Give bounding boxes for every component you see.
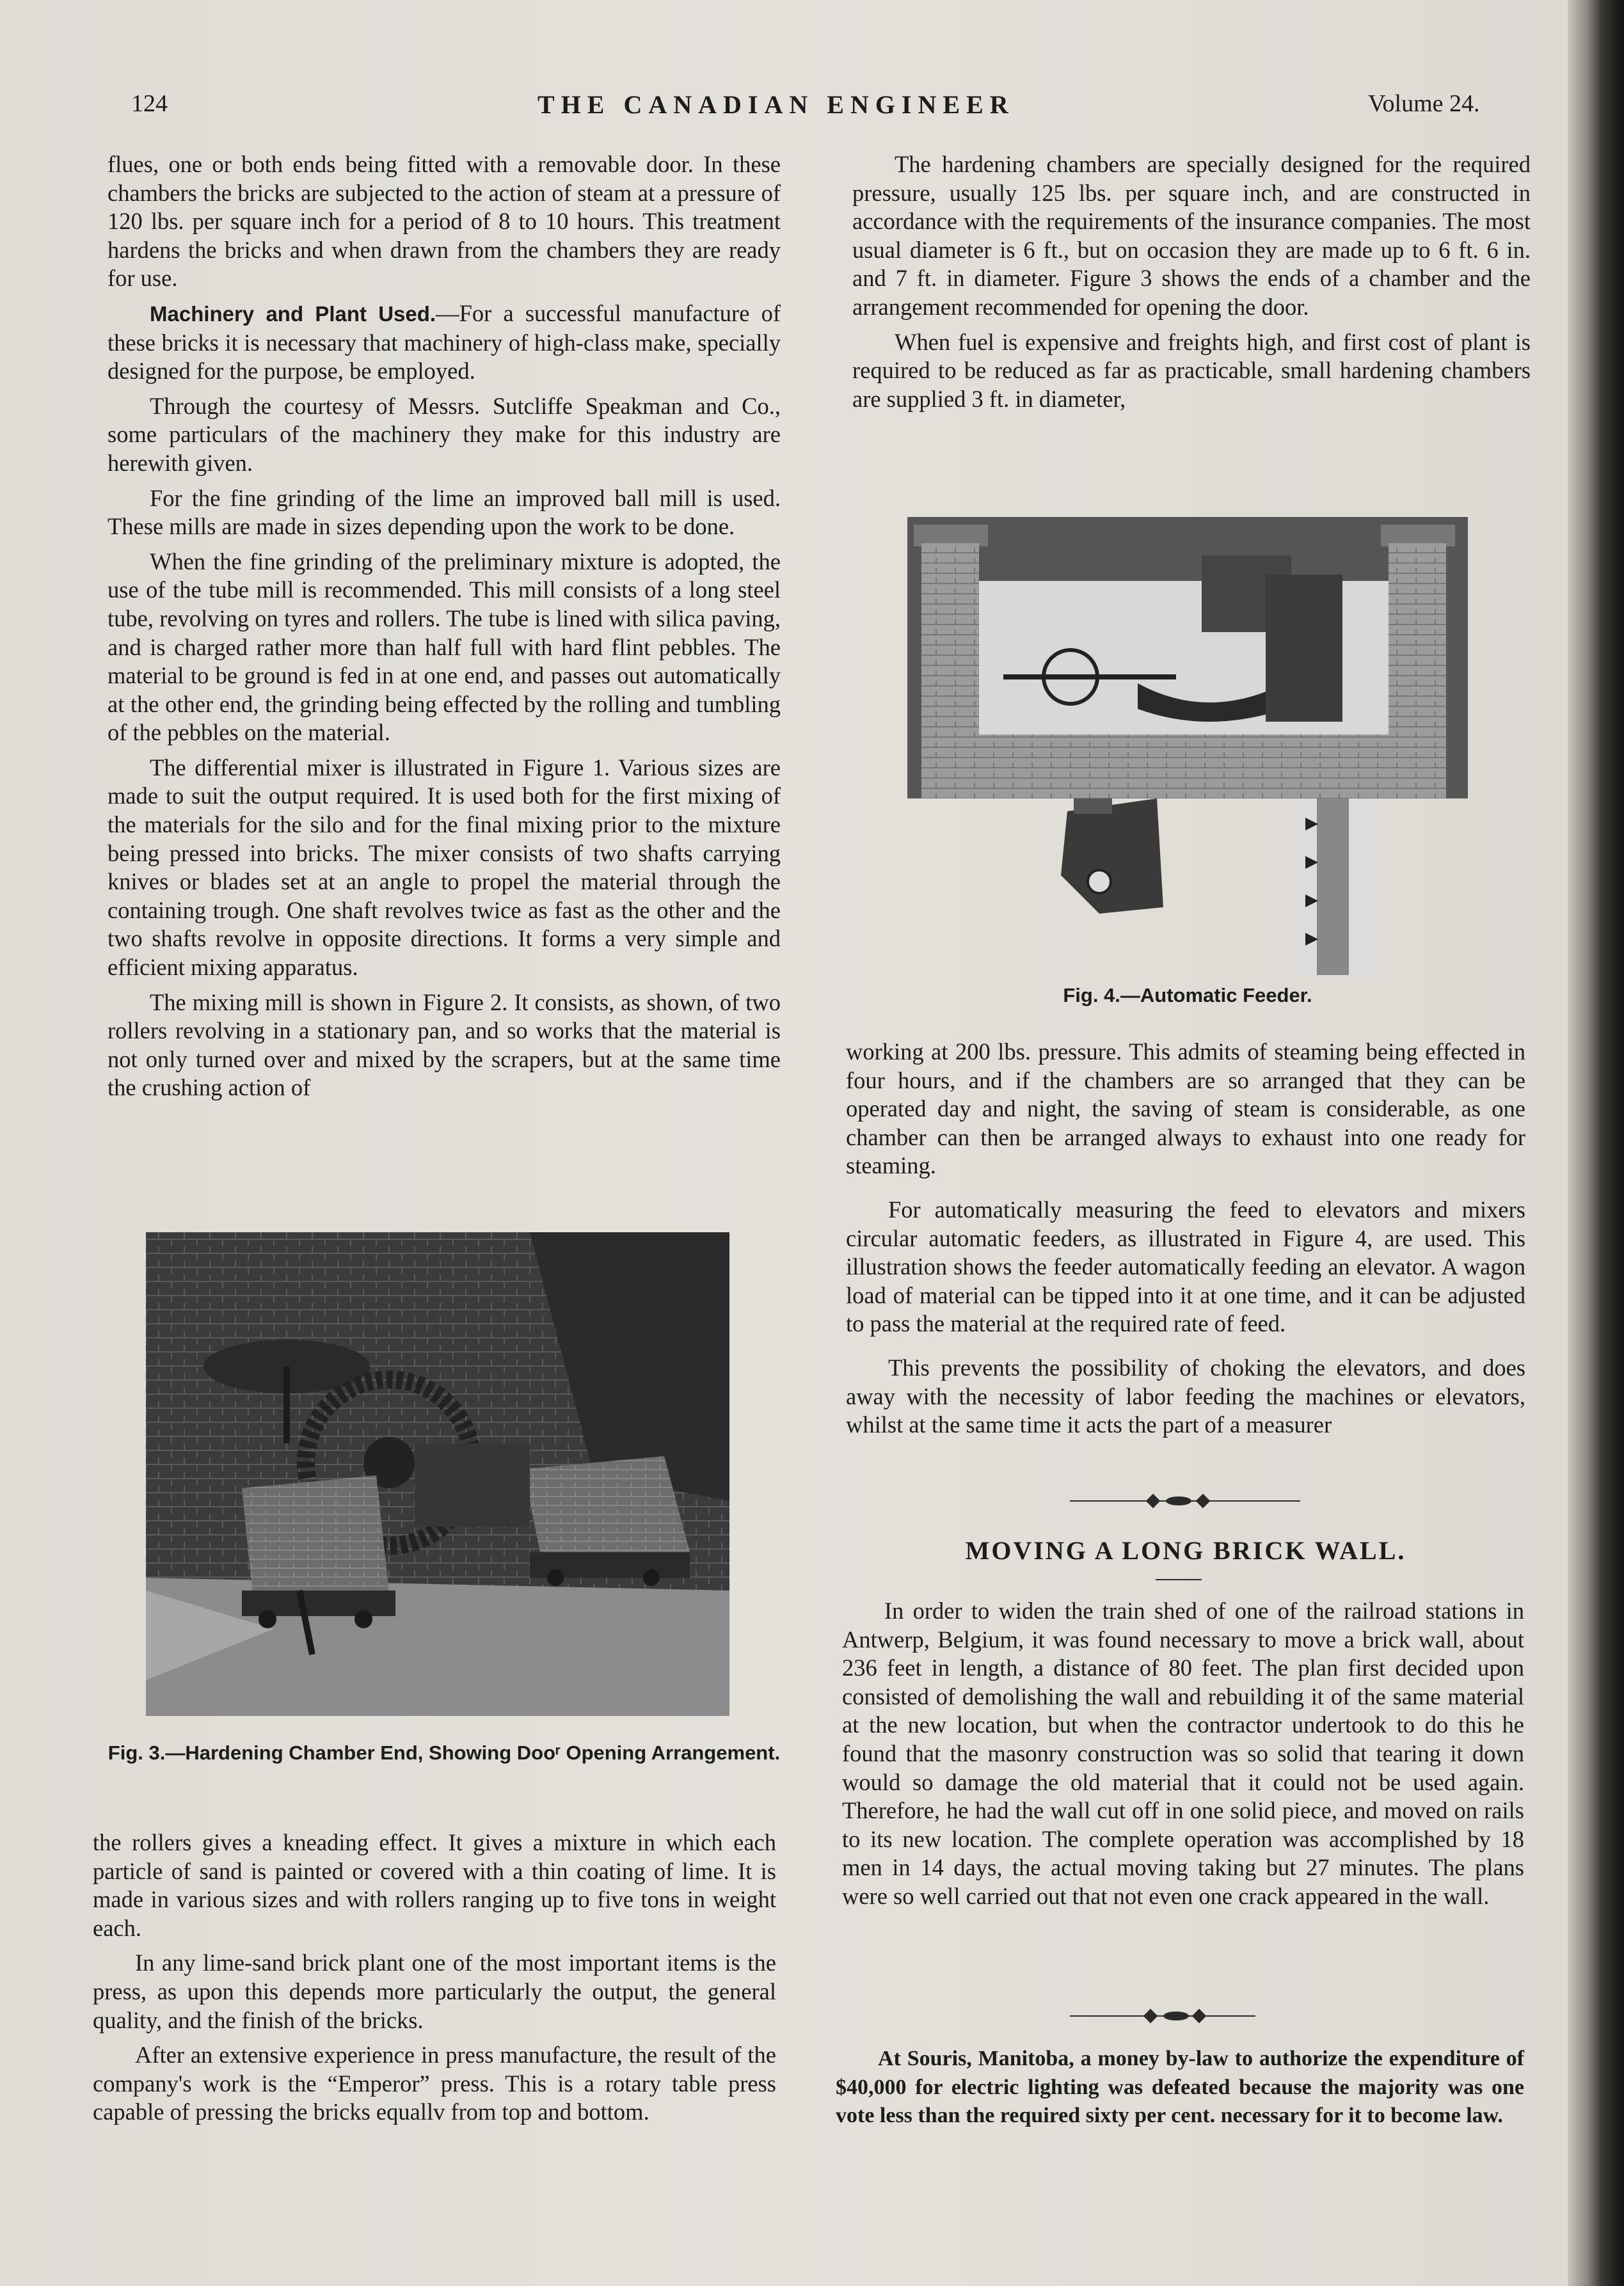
book-binding-shadow bbox=[1568, 0, 1624, 2286]
volume-label: Volume 24. bbox=[1368, 90, 1480, 117]
hardening-chamber-photo bbox=[146, 1232, 729, 1716]
paragraph: The mixing mill is shown in Figure 2. It consists, as shown, of two rollers revolving in a stationary pan, and so works that the material is not only turned over and mixed by the scrapers, but at the same time the crushing action of bbox=[107, 988, 781, 1101]
title-underline bbox=[1156, 1579, 1202, 1580]
left-column-bottom bbox=[93, 1829, 776, 2127]
right-column-note bbox=[836, 2045, 1524, 2131]
right-column-middle bbox=[846, 1038, 1525, 1440]
paragraph: After an extensive experience in press manufacture, the result of the company's work is the “Emperor” press. This is a rotary table press capable of pressing the bricks equallv from top and bottom. bbox=[93, 2042, 776, 2125]
paragraph: flues, one or both ends being fitted with a removable door. In these chambers the bricks are subjected to the action of steam at a pressure of 120 lbs. per square inch for a period of 8 to 10 hours. This treatment hardens the bricks and when drawn from the chambers they are ready for use. bbox=[107, 151, 781, 292]
page-number: 124 bbox=[131, 90, 168, 117]
paragraph: At Souris, Manitoba, a money by-law to authorize the expenditure of $40,000 for electric lighting was defeated because the majority was one vote less than the required sixty per cent. necessary for it to become law. bbox=[836, 2047, 1524, 2128]
paragraph: For the fine grinding of the lime an improved ball mill is used. These mills are made in sizes depending upon the work to be done. bbox=[107, 484, 781, 540]
paragraph: This prevents the possibility of choking the elevators, and does away with the necessity of labor feeding the machines or elevators, whilst at the same time it acts the part of a measurer bbox=[846, 1354, 1525, 1438]
right-column-top bbox=[852, 150, 1531, 413]
article-title: MOVING A LONG BRICK WALL. bbox=[965, 1536, 1406, 1565]
right-column-article bbox=[842, 1597, 1524, 1911]
automatic-feeder-drawing bbox=[907, 517, 1468, 975]
paragraph: Machinery and Plant Used.—For a successful manufacture of these bricks it is necessary that machinery of high-class make, specially designed for the purpose, be employed. bbox=[107, 299, 781, 385]
paragraph: When the fine grinding of the preliminary mixture is adopted, the use of the tube mill is recommended. This mill consists of a long steel tube, revolving on tyres and rollers. The tube is lined with silica paving, and is charged rather more than half full with hard flint pebbles. The material to be ground is fed in at one end, and passes out automatically at the other end, the grinding being effected by the rolling and tumbling of the pebbles on the material. bbox=[107, 548, 781, 746]
section-heading: Machinery and Plant Used. bbox=[150, 301, 436, 326]
paragraph: Through the courtesy of Messrs. Sutcliffe Speakman and Co., some particulars of the machinery they make for this industry are herewith given. bbox=[107, 392, 781, 476]
paragraph: The differential mixer is illustrated in Figure 1. Various sizes are made to suit the output required. It is used both for the first mixing of the materials for the silo and for the final mixing prior to the mixture being pressed into bricks. The mixer consists of two shafts carrying knives or blades set at an angle to propel the material through the containing trough. One shaft revolves twice as fast as the other and the two shafts revolve in opposite directions. It forms a very simple and efficient mixing apparatus. bbox=[107, 754, 781, 981]
figure-4-illustration bbox=[907, 517, 1468, 975]
paragraph: the rollers gives a kneading effect. It gives a mixture in which each particle of sand is painted or covered with a thin coating of lime. It is made in various sizes and with rollers ranging up to five tons in weight each. bbox=[93, 1829, 776, 1941]
paragraph: working at 200 lbs. pressure. This admits of steaming being effected in four hours, and if the chambers are so arranged that they can be operated day and night, the saving of steam is considerable, as one chamber can then be arranged always to exhaust into one ready for steaming. bbox=[846, 1038, 1525, 1179]
paragraph: In order to widen the train shed of one of the railroad stations in Antwerp, Belgium, it was found necessary to move a brick wall, about 236 feet in length, a distance of 80 feet. The plan first decided upon consisted of demolishing the wall and rebuilding it of the same material at the new location, but when the contractor undertook to do this he found that the masonry construction was so solid that tearing it down would so damage the old material that it could not be used again. Therefore, he had the wall cut off in one solid piece, and moved on rails to its new location. The complete operation was accomplished by 18 men in 14 days, the actual moving taking but 27 minutes. The plans were so well carried out that not even one crack appeared in the wall. bbox=[842, 1598, 1524, 1909]
paragraph: For automatically measuring the feed to elevators and mixers circular automatic feeders, as illustrated in Figure 4, are used. This illustration shows the feeder automatically feeding an elevator. A wagon load of material can be tipped into it at one time, and it can be adjusted to pass the material at the required rate of feed. bbox=[846, 1196, 1525, 1337]
paragraph: In any lime-sand brick plant one of the most important items is the press, as upon this depends more particularly the output, the general quality, and the finish of the bricks. bbox=[93, 1949, 776, 2033]
left-column-top bbox=[107, 150, 781, 1102]
paragraph: The hardening chambers are specially designed for the required pressure, usually 125 lbs. per square inch, and are constructed in accordance with the requirements of the insurance companies. The most usual diameter is 6 ft., but on occasion they are made up to 6 ft. 6 in. and 7 ft. in diameter. Figure 3 shows the ends of a chamber and the arrangement recommended for opening the door. bbox=[852, 151, 1531, 320]
figure-4-caption: Fig. 4.—Automatic Feeder. bbox=[1063, 984, 1312, 1006]
figure-3-photo bbox=[146, 1232, 729, 1716]
paragraph: When fuel is expensive and freights high, and first cost of plant is required to be reduced as far as practicable, small hardening chambers are supplied 3 ft. in diameter, bbox=[852, 328, 1531, 412]
journal-title: THE CANADIAN ENGINEER bbox=[537, 90, 1015, 119]
figure-3-caption: Fig. 3.—Hardening Chamber End, Showing Dooʳ Opening Arrangement. bbox=[107, 1742, 781, 1764]
